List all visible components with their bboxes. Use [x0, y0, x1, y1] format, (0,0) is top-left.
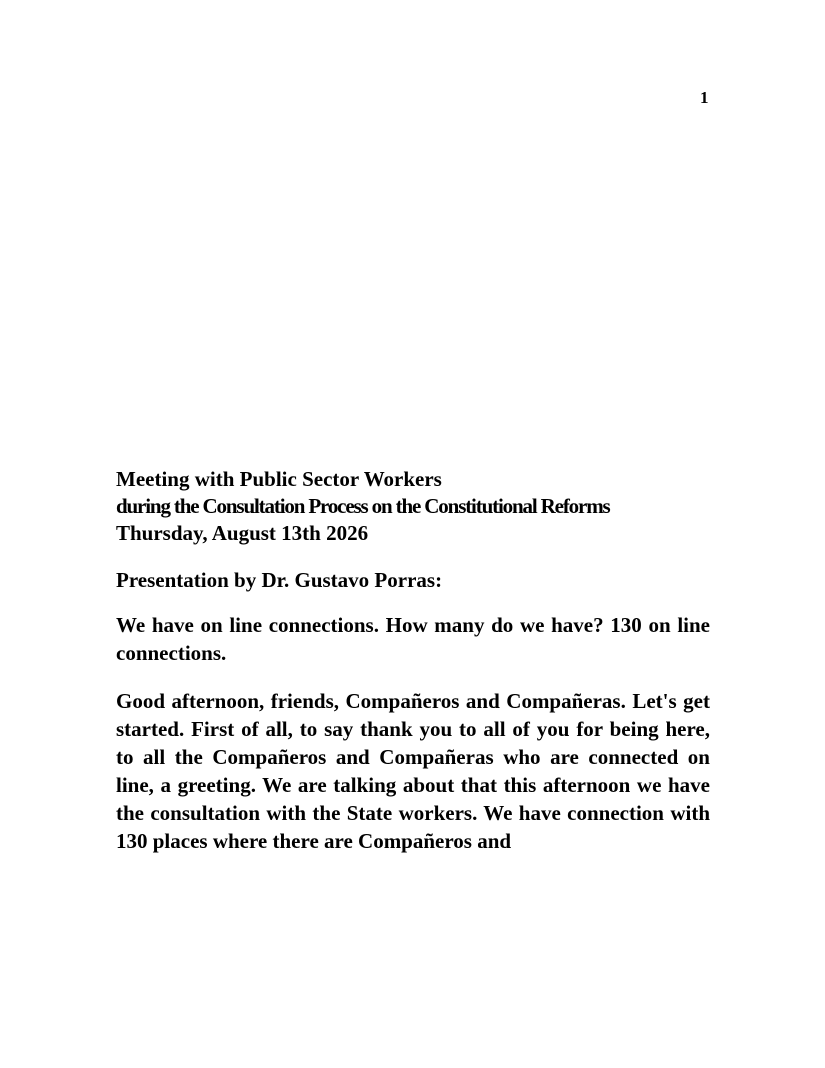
- document-body: [116, 466, 710, 855]
- paragraph: We have on line connections. How many do we have? 130 on line connections.: [116, 613, 710, 665]
- paragraph: Good afternoon, friends, Compañeros and Compañeras. Let's get started. First of all, to say thank you to all of you for being here, to all the Compañeros and Compañeras who are connected on line, a greeting. We are talking about that this afternoon we have the consultation with the State workers. We have connection with 130 places where there are Compañeros and: [116, 689, 710, 853]
- document-subtitle: during the Consultation Process on the Constitutional Reforms: [116, 494, 610, 518]
- document-title: Meeting with Public Sector Workers: [116, 467, 442, 491]
- presenter-heading: Presentation by Dr. Gustavo Porras:: [116, 568, 443, 592]
- page-number: 1: [700, 88, 709, 107]
- document-date: Thursday, August 13th 2026: [116, 521, 369, 545]
